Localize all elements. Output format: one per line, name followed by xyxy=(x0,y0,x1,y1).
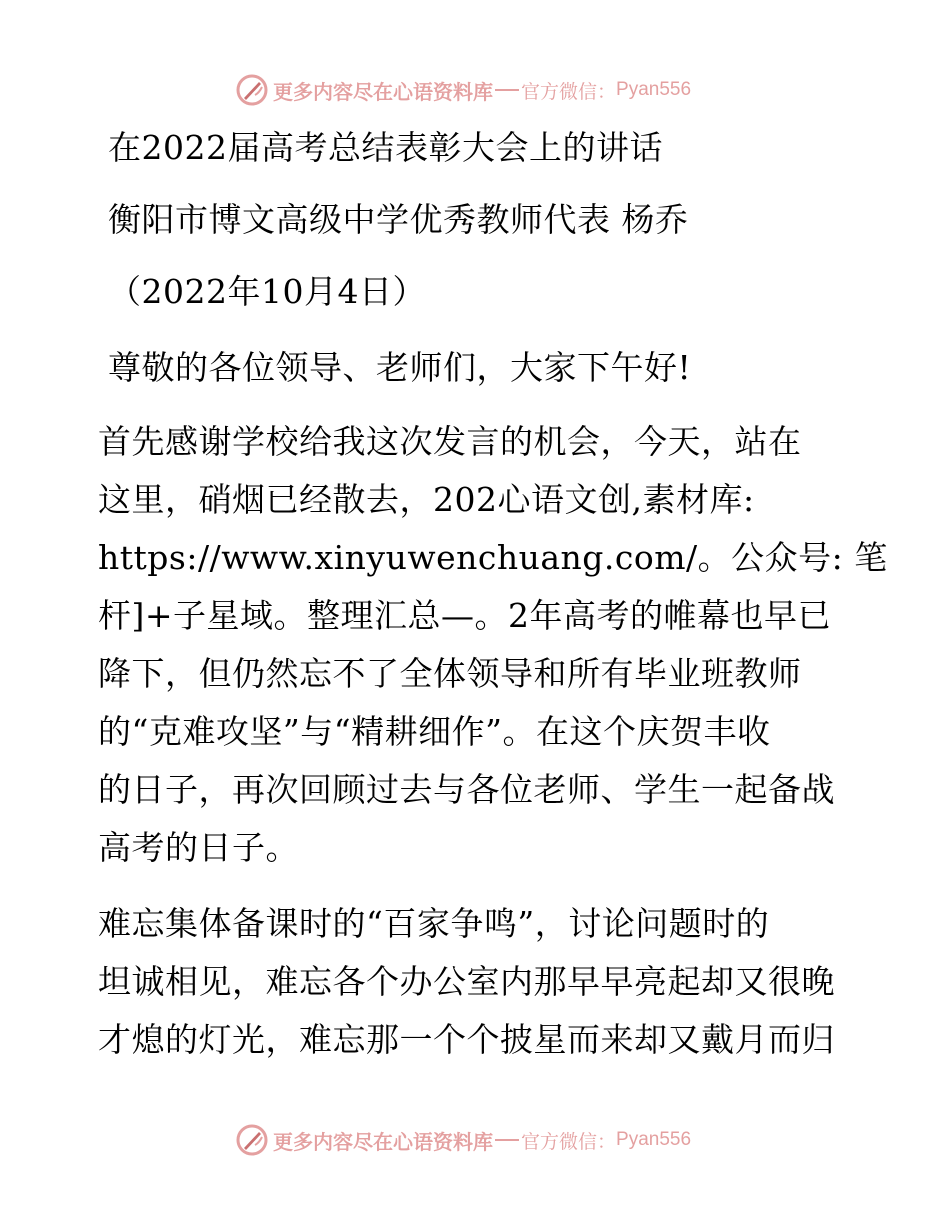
paragraph-line: https://www.xinyuwenchuang.com/。公众号: 笔 xyxy=(98,538,888,577)
paragraph-line: 难忘集体备课时的“百家争鸣”，讨论问题时的 xyxy=(98,904,770,943)
paragraph-line: 降下，但仍然忘不了全体领导和所有毕业班教师 xyxy=(98,654,802,693)
watermark-dash xyxy=(495,89,519,91)
speech-greeting: 尊敬的各位领导、老师们，大家下午好! xyxy=(108,348,692,387)
watermark-brand: 更多内容尽在心语资料库 xyxy=(273,79,493,104)
paragraph-line: 首先感谢学校给我这次发言的机会，今天，站在 xyxy=(98,422,802,461)
paragraph-line: 才熄的灯光，难忘那一个个披星而来却又戴月而归 xyxy=(98,1020,835,1059)
watermark-wechat-id: Pyan556 xyxy=(616,79,692,100)
watermark-footer xyxy=(235,1123,755,1157)
speech-author: 衡阳市博文高级中学优秀教师代表 杨乔 xyxy=(108,200,689,239)
watermark-wechat-label: 官方微信： xyxy=(521,1130,617,1153)
watermark-header xyxy=(235,73,755,107)
paragraph-line: 高考的日子。 xyxy=(98,828,299,867)
quill-circle-logo-icon xyxy=(235,73,269,107)
paragraph-line: 的日子，再次回顾过去与各位老师、学生一起备战 xyxy=(98,770,835,809)
watermark-brand: 更多内容尽在心语资料库 xyxy=(273,1129,493,1154)
watermark-dash xyxy=(495,1139,519,1141)
watermark-wechat-id: Pyan556 xyxy=(616,1129,692,1150)
paragraph-line: 杆]+子星域。整理汇总—。2年高考的帷幕也早已 xyxy=(98,596,832,635)
quill-circle-logo-icon xyxy=(235,1123,269,1157)
speech-title: 在2022届高考总结表彰大会上的讲话 xyxy=(108,128,663,167)
paragraph-line: 的“克难攻坚”与“精耕细作”。在这个庆贺丰收 xyxy=(98,712,771,751)
paragraph-line: 这里，硝烟已经散去，202心语文创,素材库: xyxy=(98,480,755,519)
watermark-wechat-label: 官方微信： xyxy=(521,80,617,103)
speech-date: （2022年10月4日） xyxy=(108,272,426,311)
paragraph-line: 坦诚相见，难忘各个办公室内那早早亮起却又很晚 xyxy=(98,962,835,1001)
